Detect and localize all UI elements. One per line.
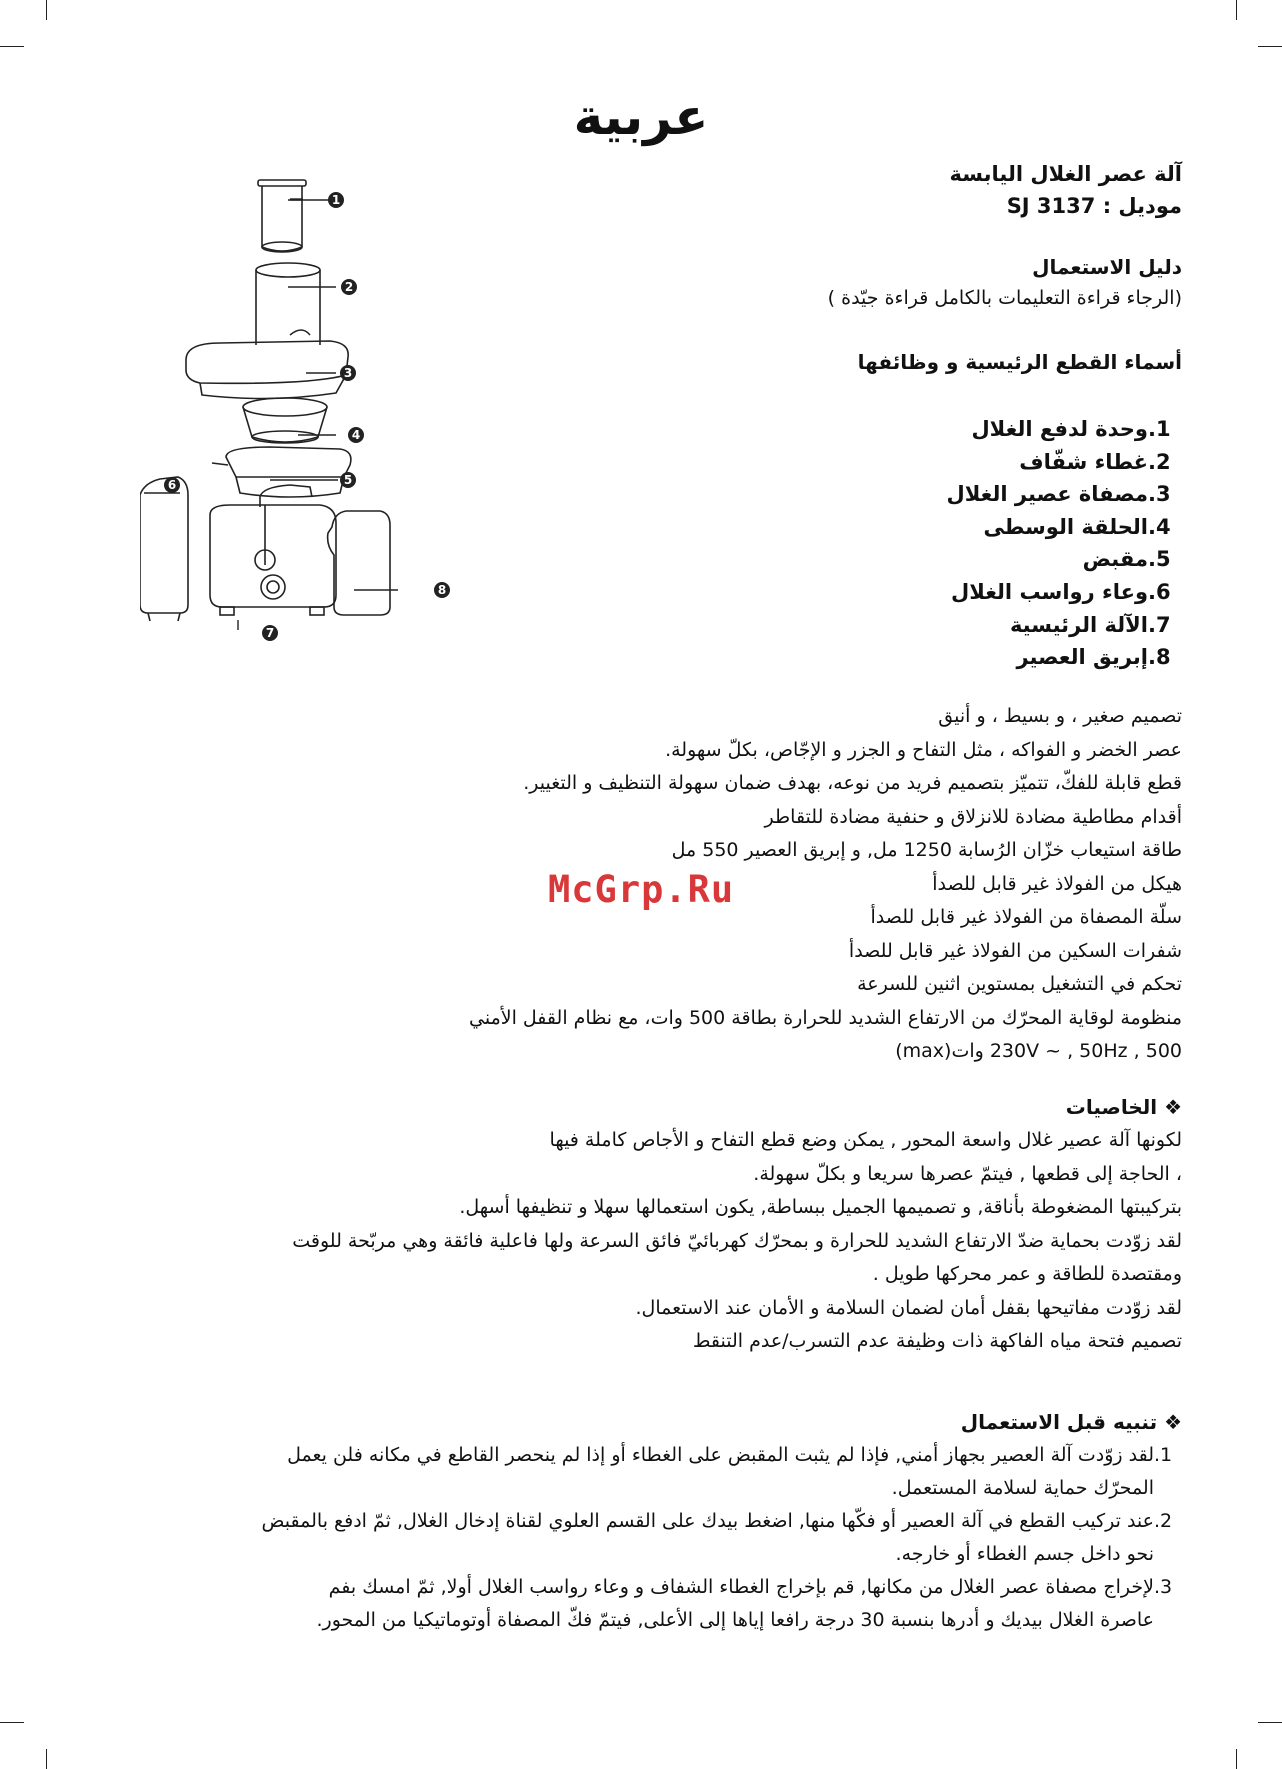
cover-chute xyxy=(256,263,320,277)
model-number: SJ 3137 xyxy=(1006,194,1096,218)
feature-line: سلّة المصفاة من الفولاذ غير قابل للصدأ xyxy=(870,906,1182,928)
part-label: وحدة لدفع الغلال xyxy=(971,417,1148,441)
parts-list xyxy=(947,413,1183,674)
part-number: 4. xyxy=(1148,514,1171,539)
part-number: 7. xyxy=(1148,612,1171,637)
caution-text: عند تركيب القطع في آلة العصير أو فكّها منها, اضغط بيدك على القسم العلوي لقناة إدخال الغلال, ثمّ ادفع بالمقبض xyxy=(261,1510,1154,1532)
manual-title: دليل الاستعمال xyxy=(1032,255,1182,279)
part-item xyxy=(947,641,1183,674)
part-label: مصفاة عصير الغلال xyxy=(946,482,1148,507)
part-number: 2. xyxy=(1148,449,1171,474)
product-name: آلة عصر الغلال اليابسة xyxy=(949,162,1182,186)
part-number: 8. xyxy=(1148,645,1171,670)
part-number: 6. xyxy=(1148,579,1171,604)
caution-continuation: نحو داخل جسم الغطاء أو خارجه. xyxy=(895,1543,1154,1565)
callout-3: 3 xyxy=(343,366,353,380)
callout-5: 5 xyxy=(343,473,353,487)
callout-1: 1 xyxy=(331,193,341,207)
callout-4: 4 xyxy=(351,428,361,442)
product-header xyxy=(622,158,1182,222)
feature-line: منظومة لوقاية المحرّك من الارتفاع الشديد للحرارة بطاقة 500 وات، مع نظام القفل الأمني xyxy=(469,1006,1182,1029)
crop-mark xyxy=(1236,0,1237,20)
crop-mark xyxy=(46,0,47,20)
part-label: الآلة الرئيسية xyxy=(1009,612,1148,637)
juice-jug xyxy=(328,511,390,615)
crop-mark xyxy=(1258,46,1282,47)
part-item xyxy=(947,609,1183,642)
part-item xyxy=(947,478,1183,511)
specs-heading: ❖ الخاصيات xyxy=(1065,1095,1182,1119)
callout-7: 7 xyxy=(265,626,275,640)
caution-continuation: عاصرة الغلال بيديك و أدرها بنسبة 30 درجة رافعا إياها إلى الأعلى, فيتمّ فكّ المصفاة أوتوماتيكيا من المحور. xyxy=(316,1609,1154,1631)
caution-text: لإخراج مصفاة عصر الغلال من مكانها, قم بإخراج الغطاء الشفاف و وعاء رواسب الغلال أولا, ثمّ امسك بفم xyxy=(328,1576,1154,1598)
caution-number: 3. xyxy=(1154,1576,1173,1598)
crop-mark xyxy=(0,1722,24,1723)
part-label: إبريق العصير xyxy=(1016,645,1148,670)
caution-heading: ❖ تنبيه قبل الاستعمال xyxy=(960,1410,1182,1434)
feature-line: طاقة استيعاب خزّان الرُسابة 1250 مل, و إبريق العصير 550 مل xyxy=(671,839,1182,861)
spec-line: ، الحاجة إلى قطعها , فيتمّ عصرها سريعا و بكلّ سهولة. xyxy=(753,1162,1182,1185)
main-body xyxy=(210,505,336,607)
callout-6: 6 xyxy=(167,478,177,492)
feature-line: 230V ~ , 50Hz , 500 وات(max) xyxy=(895,1040,1182,1062)
part-label: غطاء شفّاف xyxy=(1019,449,1148,474)
part-label: وعاء رواسب الغلال xyxy=(951,579,1148,604)
caution-section xyxy=(82,1405,1182,1637)
caution-item xyxy=(82,1571,1182,1604)
feature-line: أقدام مطاطية مضادة للانزلاق و حنفية مضادة للتقاطر xyxy=(764,805,1182,828)
spec-line: ومقتصدة للطاقة و عمر محركها طويل . xyxy=(872,1263,1182,1285)
pusher-part xyxy=(258,180,306,186)
spec-line: تصميم فتحة مياه الفاكهة ذات وظيفة عدم التسرب/عدم التنقط xyxy=(692,1330,1182,1352)
juicer-exploded-diagram xyxy=(140,175,480,730)
manual-note: (الرجاء قراءة التعليمات بالكامل قراءة جيّدة ) xyxy=(827,287,1182,309)
part-number: 5. xyxy=(1148,547,1171,572)
caution-number: 2. xyxy=(1154,1510,1173,1532)
part-item xyxy=(947,511,1183,544)
cover-lid xyxy=(186,341,348,383)
crop-mark xyxy=(46,1749,47,1769)
feature-line: شفرات السكين من الفولاذ غير قابل للصدأ xyxy=(848,939,1182,962)
caution-item xyxy=(82,1439,1182,1472)
feature-line: هيكل من الفولاذ غير قابل للصدأ xyxy=(932,872,1182,895)
model-label: موديل : xyxy=(1102,194,1182,218)
spec-line: لكونها آلة عصير غلال واسعة المحور , يمكن وضع قطع التفاح و الأجاص كاملة فيها xyxy=(549,1129,1182,1151)
part-item xyxy=(947,413,1183,446)
crop-mark xyxy=(1236,1749,1237,1769)
part-item xyxy=(947,576,1183,609)
specs-section xyxy=(82,1090,1182,1359)
part-number: 1. xyxy=(1148,417,1171,441)
part-item xyxy=(947,543,1183,576)
parts-heading: أسماء القطع الرئيسية و وظائفها xyxy=(857,350,1182,374)
spec-line: لقد زوّدت بحماية ضدّ الارتفاع الشديد للحرارة و بمحرّك كهربائيّ فائق السرعة ولها فاعلية فائقة وهي مربّحة للوقت xyxy=(292,1229,1182,1252)
watermark-logo: McGrp.Ru xyxy=(548,868,735,911)
caution-continuation: المحرّك حماية لسلامة المستعمل. xyxy=(891,1477,1154,1499)
feature-line: تحكم في التشغيل بمستوين اثنين للسرعة xyxy=(857,973,1182,995)
product-model-line xyxy=(622,190,1182,222)
part-label: مقبض xyxy=(1082,547,1148,572)
caution-text: لقد زوّدت آلة العصير بجهاز أمني, فإذا لم يثبت المقبض على الغطاء أو إذا لم ينحصر القاطع في مكانه فلن يعمل xyxy=(287,1444,1154,1466)
part-label: الحلقة الوسطى xyxy=(983,514,1148,539)
filter-basket xyxy=(243,398,327,416)
pulp-container xyxy=(140,477,188,613)
callout-2: 2 xyxy=(344,280,354,294)
feature-line: تصميم صغير ، و بسيط ، و أنيق xyxy=(938,705,1182,727)
spec-line: بتركيبتها المضغوطة بأناقة, و تصميمها الجميل ببساطة, يكون استعمالها سهلا و تنظيفها أسهل. xyxy=(459,1196,1182,1218)
caution-item xyxy=(82,1505,1182,1538)
spec-line: لقد زوّدت مفاتيحها بقفل أمان لضمان السلامة و الأمان عند الاستعمال. xyxy=(635,1296,1182,1319)
middle-ring xyxy=(226,447,351,477)
feature-line: قطع قابلة للفكّ، تتميّز بتصميم فريد من نوعه، بهدف ضمان سهولة التنظيف و التغيير. xyxy=(523,772,1182,794)
part-item xyxy=(947,446,1183,479)
callout-8: 8 xyxy=(437,583,447,597)
crop-mark xyxy=(0,46,24,47)
feature-line: عصر الخضر و الفواكه ، مثل التفاح و الجزر و الإجّاص، بكلّ سهولة. xyxy=(665,738,1182,761)
page-title: عربية xyxy=(573,88,709,146)
part-number: 3. xyxy=(1148,482,1171,507)
crop-mark xyxy=(1258,1722,1282,1723)
caution-number: 1. xyxy=(1154,1444,1173,1466)
